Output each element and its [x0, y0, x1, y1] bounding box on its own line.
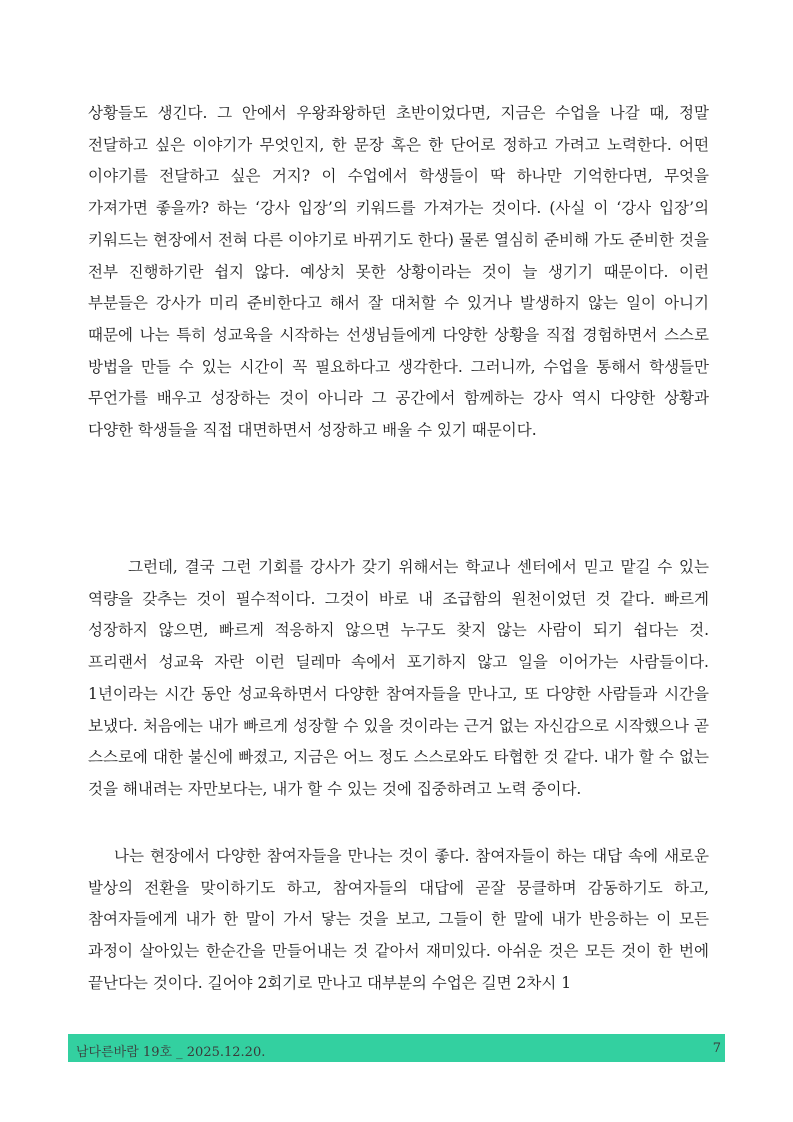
footer-publication: 남다른바람 19호 _ 2025.12.20. — [76, 1045, 266, 1060]
body-paragraph-1: 상황들도 생긴다. 그 안에서 우왕좌왕하던 초반이었다면, 지금은 수업을 나갈 때, 정말 전달하고 싶은 이야기가 무엇인지, 한 문장 혹은 한 단어로 정하고 가려고 노력한다. 어떤 이야기를 전달하고 싶은 거지? 이 수업에서 학생들이 딱 하나만 기억한다면, 무엇을 가져가면 좋을까? 하는 ‘강사 입장’의 키워드를 가져가는 것이다. (사실 이 ‘강사 입장’의 키워드는 현장에서 전혀 다른 이야기로 바뀌기도 한다) 물론 열심히 준비해 가도 준비한 것을 전부 진행하기란 쉽지 않다. 예상치 못한 상황이라는 것이 늘 생기기 때문이다. 이런 부분들은 강사가 미리 준비한다고 해서 잘 대처할 수 있거나 발생하지 않는 일이 아니기 때문에 나는 특히 성교육을 시작하는 선생님들에게 다양한 상황을 직접 경험하면서 스스로 방법을 만들 수 있는 시간이 꼭 필요하다고 생각한다. 그러니까, 수업을 통해서 학생들만 무언가를 배우고 성장하는 것이 아니라 그 공간에서 함께하는 강사 역시 다양한 상황과 다양한 학생들을 직접 대면하면서 성장하고 배울 수 있기 때문이다. — [88, 104, 709, 440]
body-paragraph-3: 나는 현장에서 다양한 참여자들을 만나는 것이 좋다. 참여자들이 하는 대답 속에 새로운 발상의 전환을 맞이하기도 하고, 참여자들의 대답에 곧잘 뭉클하며 감동하기도 하고, 참여자들에게 내가 한 말이 가서 닿는 것을 보고, 그들이 한 말에 내가 반응하는 이 모든 과정이 살아있는 한순간을 만들어내는 것 같아서 재미있다. 아쉬운 것은 모든 것이 한 번에 끝난다는 것이다. 길어야 2회기로 만나고 대부분의 수업은 길면 2차시 1 — [88, 847, 709, 992]
footer-page-number: 7 — [712, 1041, 721, 1056]
body-paragraph-2: 그런데, 결국 그런 기회를 강사가 갖기 위해서는 학교나 센터에서 믿고 맡길 수 있는 역량을 갖추는 것이 필수적이다. 그것이 바로 내 조급함의 원천이었던 것 같다. 빠르게 성장하지 않으면, 빠르게 적응하지 않으면 누구도 찾지 않는 사람이 되기 쉽다는 것. 프리랜서 성교육 자란 이런 딜레마 속에서 포기하지 않고 일을 이어가는 사람들이다. 1년이라는 시간 동안 성교육하면서 다양한 참여자들을 만나고, 또 다양한 사람들과 시간을 보냈다. 처음에는 내가 빠르게 성장할 수 있을 것이라는 근거 없는 자신감으로 시작했으나 곧 스스로에 대한 불신에 빠졌고, 지금은 어느 정도 스스로와도 타협한 것 같다. 내가 할 수 없는 것을 해내려는 자만보다는, 내가 할 수 있는 것에 집중하려고 노력 중이다. — [88, 558, 709, 798]
page-footer — [68, 1034, 725, 1062]
